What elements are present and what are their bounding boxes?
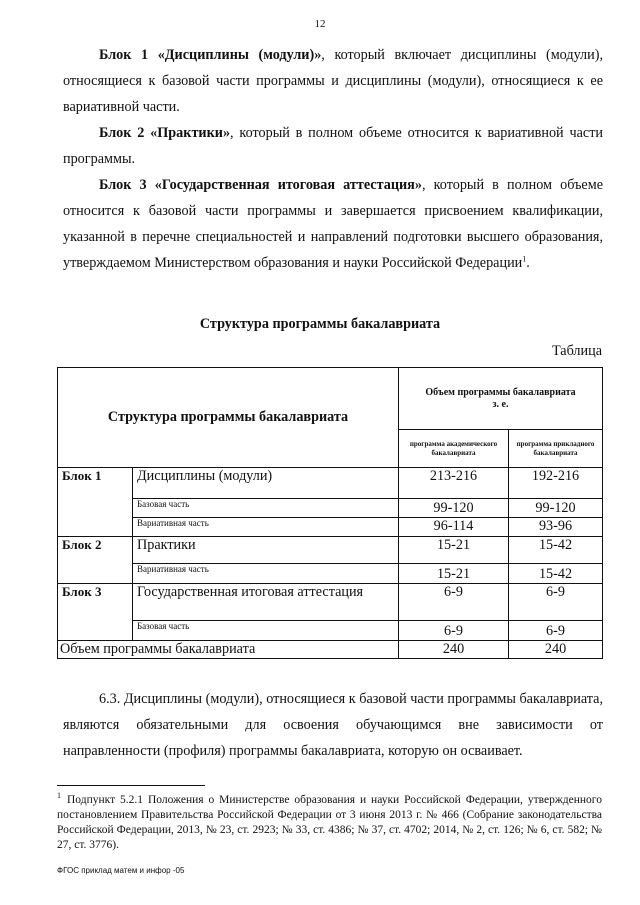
total-label: Объем программы бакалавриата [58,641,399,659]
table-row [58,621,603,641]
block-1-title: Блок 1 «Дисциплины (модули)» [99,47,322,63]
paragraph-block-2 [63,120,603,172]
total-academic: 240 [399,641,509,659]
table-row [58,584,603,621]
table-header-applied: программа прикладного бакалавриата [509,430,603,468]
applied-value: 99-120 [509,499,603,518]
block-cell: Блок 1 [58,468,133,499]
footer-text: ФГОС приклад матем и инфор -05 [57,866,185,875]
applied-value: 192-216 [509,468,603,499]
table-total-row [58,641,603,659]
applied-value: 15-42 [509,537,603,564]
row-name: Практики [133,537,399,564]
row-name: Базовая часть [133,499,399,518]
footnote-number: 1 [57,791,61,801]
row-name: Государственная итоговая аттестация [133,584,399,621]
applied-value: 6-9 [509,621,603,641]
applied-value: 93-96 [509,518,603,537]
paragraph-6-3: 6.3. Дисциплины (модули), относящиеся к базовой части программы бакалавриата, являются обязательными для освоения обучающимся вне зависимости от направленности (профиля) программы бакалавриата, которую он осваивает. [63,691,603,759]
academic-value: 15-21 [399,537,509,564]
table-header-academic: программа академического бакалавриата [399,430,509,468]
table-row [58,537,603,564]
academic-value: 6-9 [399,621,509,641]
row-name: Вариативная часть [133,518,399,537]
row-name: Дисциплины (модули) [133,468,399,499]
row-name: Вариативная часть [133,564,399,584]
applied-value: 15-42 [509,564,603,584]
block-2-title: Блок 2 «Практики» [99,125,231,141]
academic-value: 15-21 [399,564,509,584]
block-3-title: Блок 3 «Государственная итоговая аттестация» [99,177,422,193]
page-number: 12 [314,18,326,30]
table-row [58,468,603,499]
table-caption: Структура программы бакалавриата [199,316,441,332]
table-label: Таблица [551,343,602,359]
total-applied: 240 [509,641,603,659]
table-row [58,564,603,584]
footnote-ref: 1 [522,254,527,264]
footnote [57,793,602,853]
block-cell: Блок 3 [58,584,133,621]
table-row [58,499,603,518]
paragraph-block-3: Блок 3 «Государственная итоговая аттестация», который в полном объеме относится к базовой части программы и завершается присвоением квалификации, указанной в перечне специальностей и направлений подготовки высшего образования, утверждаемом Министерством образования и науки Российской Федерации$^1$. [63,177,603,271]
footnote-divider [57,785,205,786]
block-3-text: , который в полном объеме относится к базовой части программы и завершается присвоением квалификации, указанной в перечне специальностей и направлений подготовки высшего образования, утверждаемом Министерством образования и науки Российской Федерации [63,177,603,271]
block-cell: Блок 2 [58,537,133,564]
academic-value: 99-120 [399,499,509,518]
table-header-volume: Объем программы бакалавриата з. е. [399,368,603,430]
applied-value: 6-9 [509,584,603,621]
row-name: Базовая часть [133,621,399,641]
program-structure-table [57,367,603,659]
block-1-text: , который включает дисциплины (модули), относящиеся к базовой части программы и дисциплины (модули), относящиеся к ее вариативной части. [63,47,603,115]
academic-value: 213-216 [399,468,509,499]
table-row [58,518,603,537]
academic-value: 96-114 [399,518,509,537]
footnote-text: Подпункт 5.2.1 Положения о Министерстве образования и науки Российской Федерации, утвержденного постановлением Правительства Российской Федерации от 3 июня 2013 г. № 466 (Собрание законодательства Российской Федерации, 2013, № 23, ст. 2923; № 33, ст. 4386; № 37, ст. 4702; 2014, № 2, ст. 126; № 6, ст. 582; № 27, ст. 3776). [57,794,602,851]
paragraph-block-1 [63,42,603,120]
block-2-text: , который в полном объеме относится к вариативной части программы. [63,125,603,167]
table-header-structure: Структура программы бакалавриата [58,368,399,468]
academic-value: 6-9 [399,584,509,621]
